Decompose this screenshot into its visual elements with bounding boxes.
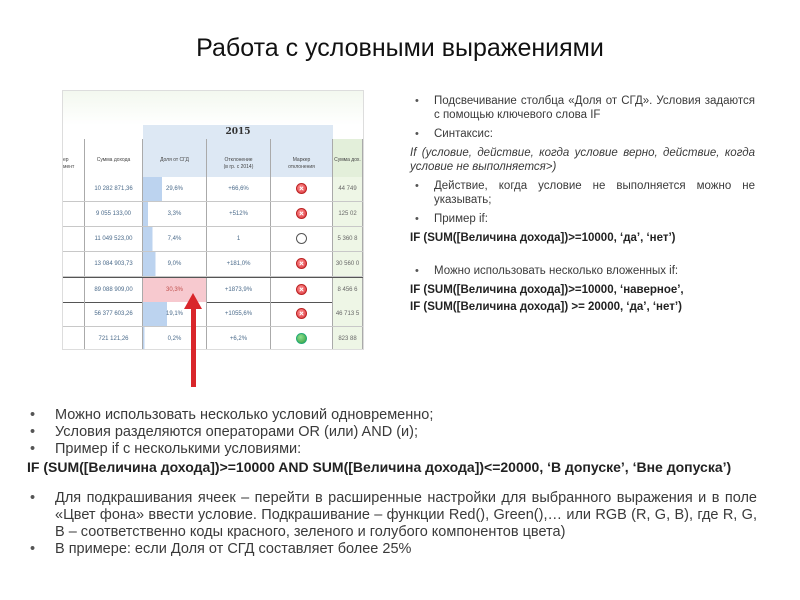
cell-index — [63, 252, 85, 276]
code-nested-1: IF (SUM([Величина дохода])>=10000, ‘наверное’, — [410, 284, 684, 296]
cell-share: 0,2% — [143, 327, 207, 350]
left-header: ер мент — [63, 139, 85, 177]
table-row — [63, 177, 363, 202]
cell-marker — [271, 202, 333, 226]
cell-index — [63, 227, 85, 251]
table-row — [63, 227, 363, 252]
header-deviation: Отклонение (в гр. с 2014) — [207, 139, 271, 177]
code-example-1: IF (SUM([Величина дохода])>=10000, ‘да’, ‘нет’) — [410, 232, 676, 244]
red-x-icon — [296, 308, 307, 319]
cell-deviation: +1055,6% — [207, 302, 271, 326]
cell-share: 29,6% — [143, 177, 207, 201]
cell-next: 8 456 6 — [333, 278, 363, 302]
table-row — [63, 202, 363, 227]
cell-index — [63, 327, 85, 350]
cell-deviation: +6,2% — [207, 327, 271, 350]
cell-marker — [271, 327, 333, 350]
cell-next: 30 560 0 — [333, 252, 363, 276]
bullet-sample: • В примере: если Доля от СГД составляет более 25% — [27, 541, 757, 558]
green-check-icon — [296, 333, 307, 344]
red-x-icon — [296, 208, 307, 219]
year-header: 2015 — [143, 125, 333, 140]
cell-sum: 56 377 603,26 — [85, 302, 143, 326]
cell-deviation: +512% — [207, 202, 271, 226]
header-share: Доля от СГД — [143, 139, 207, 177]
cell-sum: 10 282 871,36 — [85, 177, 143, 201]
right-column — [410, 94, 755, 319]
spacer — [27, 476, 757, 490]
cell-next: 44 749 — [333, 177, 363, 201]
red-x-icon — [296, 284, 307, 295]
cell-share: 30,3% — [143, 278, 207, 302]
code-example-multi: IF (SUM([Величина дохода])>=10000 AND SUM([Величина дохода])<=20000, ‘В допуске’, ‘Вне допуска’) — [27, 458, 732, 475]
bullet-nested: • Можно использовать несколько вложенных if: — [410, 264, 755, 278]
empty-circle-icon — [296, 233, 307, 244]
cell-sum: 11 049 523,00 — [85, 227, 143, 251]
table-row — [63, 252, 363, 277]
cell-share: 7,4% — [143, 227, 207, 251]
red-arrow-shaft — [191, 305, 196, 387]
bullet-operators: • Условия разделяются операторами OR (или) AND (и); — [27, 424, 757, 441]
cell-share: 9,0% — [143, 252, 207, 276]
red-x-icon — [296, 183, 307, 194]
cell-next: 125 02 — [333, 202, 363, 226]
cell-index — [63, 278, 85, 302]
header-next: Сумма дох. — [333, 139, 363, 177]
table-row — [63, 277, 363, 303]
header-marker: Маркер отклонения — [271, 139, 333, 177]
cell-sum: 13 084 903,73 — [85, 252, 143, 276]
bullet-coloring: • Для подкрашивания ячеек – перейти в расширенные настройки для выбранного выражения и в поле «Цвет фона» ввести условие. Подкрашивание – функции Red(), Green(),… или RGB (R, G, B), где R, G, B – соответственно коды красного, зеленого и голубого компонентов цвета) — [27, 490, 757, 542]
syntax-text: If (условие, действие, когда условие верно, действие, когда условие не выполняется>) — [410, 147, 755, 173]
bullet-optional: • Действие, когда условие не выполняется можно не указывать; — [410, 179, 755, 207]
bullet-multiple: • Можно использовать несколько условий одновременно; — [27, 407, 757, 424]
bullet-highlight: • Подсвечивание столбца «Доля от СГД». Условия задаются с помощью ключевого слова IF — [410, 94, 755, 122]
cell-sum: 89 088 909,00 — [85, 278, 143, 302]
cell-next: 823 88 — [333, 327, 363, 350]
cell-deviation: +1873,9% — [207, 278, 271, 302]
bottom-section — [27, 407, 757, 559]
bullet-example: • Пример if: — [410, 212, 755, 226]
code-nested-2: IF (SUM([Величина дохода]) >= 20000, ‘да’, ‘нет’) — [410, 301, 682, 313]
cell-marker — [271, 177, 333, 201]
spacer — [410, 250, 755, 264]
table-row — [63, 302, 363, 327]
cell-marker — [271, 227, 333, 251]
cell-index — [63, 202, 85, 226]
cell-deviation: 1 — [207, 227, 271, 251]
header-sum: Сумма дохода — [85, 139, 143, 177]
cell-marker — [271, 252, 333, 276]
cell-next: 5 360 8 — [333, 227, 363, 251]
cell-share: 19,1% — [143, 302, 207, 326]
cell-next: 46 713 5 — [333, 302, 363, 326]
table-row — [63, 327, 363, 350]
red-x-icon — [296, 258, 307, 269]
cell-deviation: +66,6% — [207, 177, 271, 201]
slide-title: Работа с условными выражениями — [196, 34, 604, 62]
screenshot-top-strip — [63, 91, 363, 125]
cell-sum: 9 055 133,00 — [85, 202, 143, 226]
cell-marker — [271, 302, 333, 326]
cell-sum: 721 121,26 — [85, 327, 143, 350]
bullet-syntax: • Синтаксис: — [410, 127, 755, 141]
spreadsheet-screenshot — [62, 90, 364, 350]
cell-deviation: +181,0% — [207, 252, 271, 276]
bullet-example-multi: • Пример if с несколькими условиями: — [27, 441, 757, 458]
cell-index — [63, 177, 85, 201]
cell-marker — [271, 278, 333, 302]
cell-share: 3,3% — [143, 202, 207, 226]
cell-index — [63, 302, 85, 326]
